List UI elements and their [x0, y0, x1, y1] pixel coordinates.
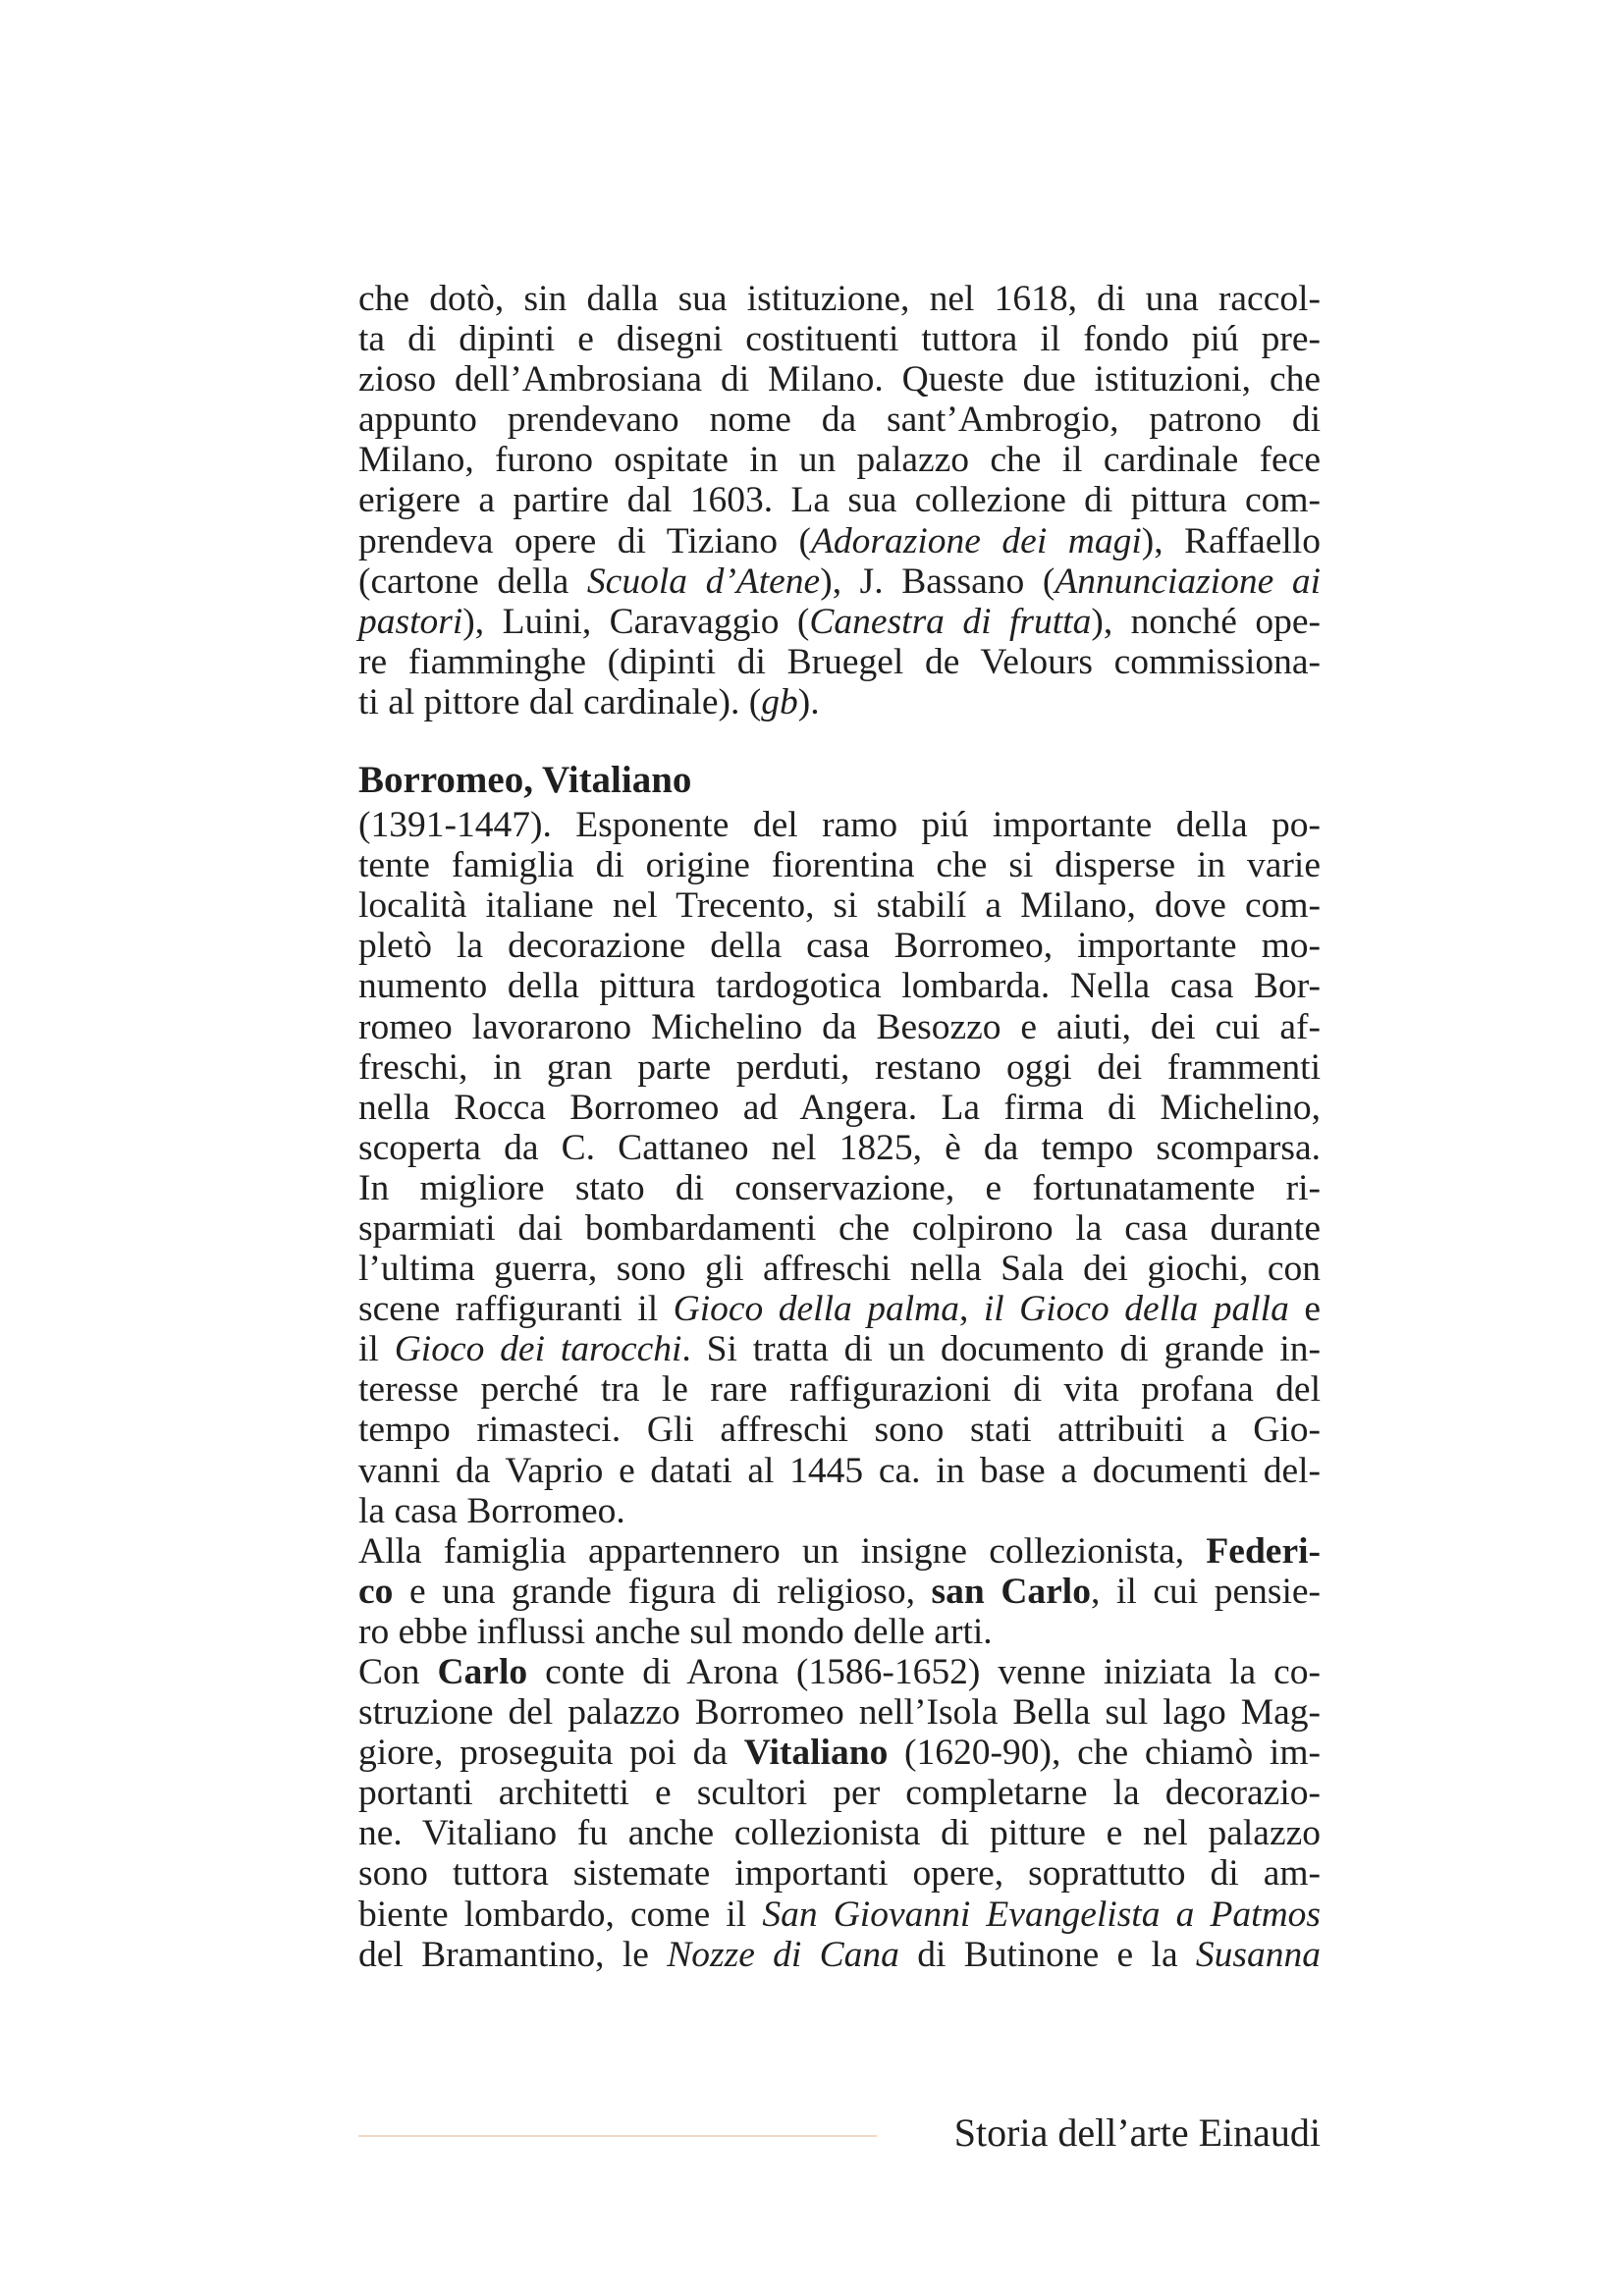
entry-continuation-paragraph [358, 279, 1321, 722]
text-line: portanti architetti e scultori per completarne la decorazio- [358, 1773, 1321, 1814]
text-run: (1620-90), che chiamò im- [888, 1733, 1322, 1774]
text-run: ti al pittore dal cardinale). ( [358, 681, 762, 722]
text-run: ). [797, 681, 820, 722]
text-run: , il cui pensie- [1090, 1571, 1321, 1612]
person-name: Vitaliano [743, 1733, 889, 1774]
person-name: san Carlo [931, 1571, 1091, 1612]
text-line: sparmiati dai bombardamenti che colpirono la casa durante [358, 1207, 1321, 1249]
text-run: prendeva opere di Tiziano ( [358, 520, 811, 561]
text-line: struzione del palazzo Borromeo nell’Isola Bella sul lago Mag- [358, 1692, 1321, 1734]
text-run: . Si tratta di un documento di grande in- [681, 1329, 1321, 1370]
text-line: pletò la decorazione della casa Borromeo, importante mo- [358, 926, 1321, 967]
text-line [358, 602, 1321, 642]
text-line: erigere a partire dal 1603. La sua collezione di pittura com- [358, 480, 1321, 521]
text-run: ), J. Bassano ( [820, 561, 1055, 602]
text-run: e una grande figura di religioso, [393, 1571, 932, 1612]
text-line: scoperta da C. Cattaneo nel 1825, è da tempo scomparsa. [358, 1127, 1321, 1168]
text-run: e [1288, 1289, 1321, 1330]
text-line: In migliore stato di conservazione, e fortunatamente ri- [358, 1167, 1321, 1208]
entry-paragraph-2 [358, 1531, 1321, 1652]
text-line [358, 1935, 1321, 1975]
author-initials: gb [761, 681, 798, 722]
text-column [358, 279, 1321, 1975]
text-run: biente lombardo, come il [358, 1894, 763, 1935]
artwork-title: Scuola d’Atene [586, 561, 821, 602]
text-line: tempo rimasteci. Gli affreschi sono stati attribuiti a Gio- [358, 1410, 1321, 1451]
text-line: tente famiglia di origine fiorentina che si disperse in varie [358, 845, 1321, 886]
text-run: il [358, 1329, 395, 1370]
text-run: scene raffiguranti il [358, 1289, 674, 1330]
text-run: ), Raffaello [1141, 520, 1321, 561]
artwork-title: Gioco dei tarocchi [394, 1329, 682, 1370]
text-line [358, 682, 1321, 722]
artwork-title: Gioco della palma [673, 1289, 959, 1330]
text-line: Milano, furono ospitate in un palazzo che il cardinale fece [358, 440, 1321, 481]
text-run: di Butinone e la [898, 1934, 1196, 1975]
text-line [358, 1289, 1321, 1329]
text-line: la casa Borromeo. [358, 1490, 625, 1531]
artwork-title: il Gioco della palla [983, 1289, 1289, 1330]
artwork-title: pastori [358, 601, 463, 642]
text-line [358, 1652, 1321, 1692]
text-line: vanni da Vaprio e datati al 1445 ca. in base a documenti del- [358, 1450, 1321, 1491]
entry-paragraph-1 [358, 805, 1321, 1531]
text-line [358, 1895, 1321, 1935]
text-run: giore, proseguita poi da [358, 1733, 744, 1774]
footer-title: Storia dell’arte Einaudi [953, 2110, 1321, 2155]
text-line: (1391-1447). Esponente del ramo piú importante della po- [358, 805, 1321, 846]
artwork-title: Adorazione dei magi [811, 520, 1142, 561]
entry-heading: Borromeo, Vitaliano [358, 759, 692, 802]
text-line: freschi, in gran parte perduti, restano oggi dei frammenti [358, 1046, 1321, 1088]
text-line: ta di dipinti e disegni costituenti tuttora il fondo piú pre- [358, 319, 1321, 360]
text-line [358, 1531, 1321, 1572]
text-line [358, 1733, 1321, 1773]
artwork-title: Susanna [1195, 1934, 1322, 1975]
text-line: che dotò, sin dalla sua istituzione, nel 1618, di una raccol- [358, 279, 1321, 319]
artwork-title: Annunciazione ai [1055, 561, 1321, 602]
footer-rule [358, 2135, 877, 2137]
text-line [358, 521, 1321, 561]
person-name: Federi- [1206, 1530, 1321, 1572]
text-line: l’ultima guerra, sono gli affreschi nella Sala dei giochi, con [358, 1249, 1321, 1290]
text-line: sono tuttora sistemate importanti opere, soprattutto di am- [358, 1853, 1321, 1895]
text-run: conte di Arona (1586-1652) venne iniziata la co- [527, 1652, 1322, 1692]
text-line: re fiamminghe (dipinti di Bruegel de Velours commissiona- [358, 641, 1321, 682]
text-run: , [958, 1289, 984, 1330]
entry-paragraph-3 [358, 1652, 1321, 1975]
person-name: Carlo [437, 1652, 528, 1692]
artwork-title: Nozze di Cana [667, 1934, 899, 1975]
text-line: numento della pittura tardogotica lombarda. Nella casa Bor- [358, 966, 1321, 1007]
person-name: co [358, 1571, 394, 1612]
text-line: località italiane nel Trecento, si stabilí a Milano, dove com- [358, 885, 1321, 927]
text-line [358, 561, 1321, 602]
text-run: del Bramantino, le [358, 1934, 668, 1975]
text-line: teresse perché tra le rare raffigurazioni di vita profana del [358, 1369, 1321, 1411]
text-line [358, 1572, 1321, 1612]
text-run: Con [358, 1652, 438, 1692]
text-line: ro ebbe influssi anche sul mondo delle arti. [358, 1611, 993, 1652]
text-line: appunto prendevano nome da sant’Ambrogio, patrono di [358, 400, 1321, 441]
text-run: ), Luini, Caravaggio ( [462, 601, 810, 642]
text-run: Alla famiglia appartennero un insigne collezionista, [358, 1530, 1207, 1572]
text-line [358, 1329, 1321, 1369]
text-run: (cartone della [358, 561, 587, 602]
text-line: ne. Vitaliano fu anche collezionista di pitture e nel palazzo [358, 1813, 1321, 1854]
artwork-title: San Giovanni Evangelista a Patmos [762, 1894, 1321, 1935]
text-line: nella Rocca Borromeo ad Angera. La firma di Michelino, [358, 1087, 1321, 1128]
artwork-title: Canestra di frutta [809, 601, 1092, 642]
text-run: ), nonché ope- [1091, 601, 1321, 642]
text-line: romeo lavorarono Michelino da Besozzo e aiuti, dei cui af- [358, 1006, 1321, 1047]
text-line: zioso dell’Ambrosiana di Milano. Queste due istituzioni, che [358, 359, 1321, 400]
